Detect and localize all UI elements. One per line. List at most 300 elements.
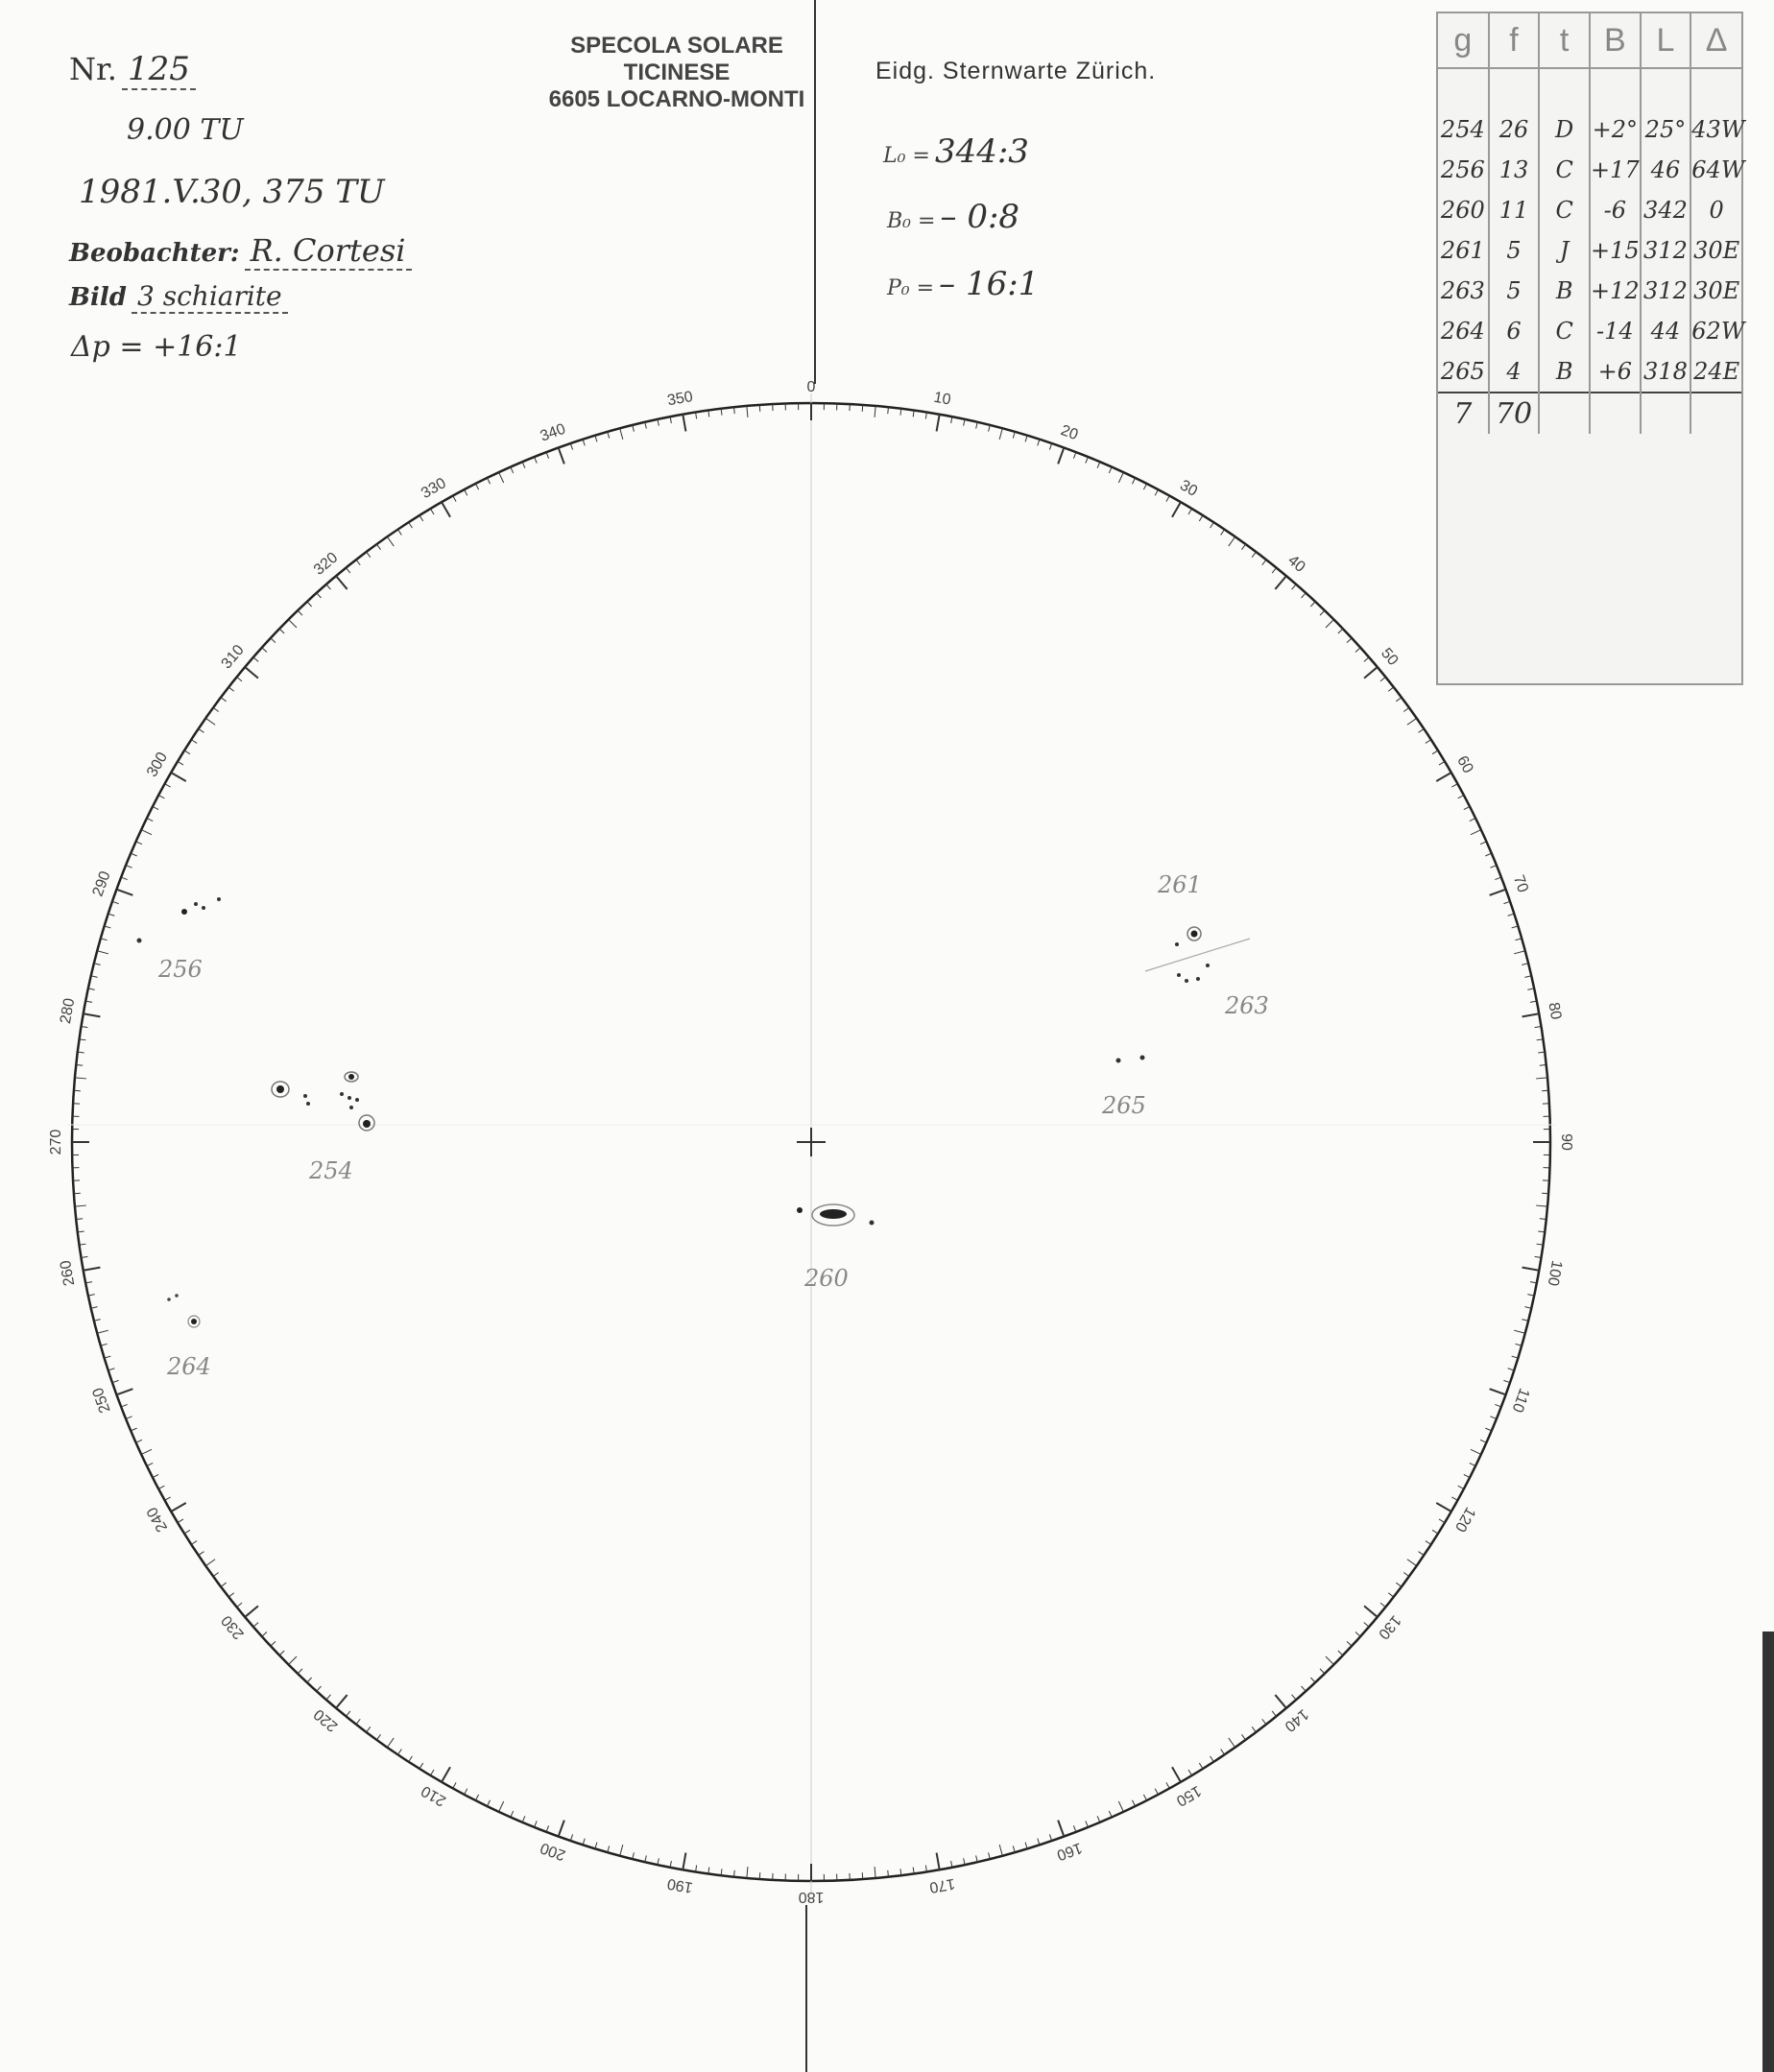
degree-tick [570,1834,572,1841]
group-label-265: 265 [1102,1092,1146,1119]
degree-tick [131,1428,136,1431]
degree-tick [326,584,331,589]
degree-tick [228,1593,234,1597]
cell: 318 [1641,351,1691,393]
degree-tick [1338,629,1343,633]
cell: 312 [1641,230,1691,271]
sunspot [194,902,198,906]
degree-tick [178,761,183,765]
degree-tick [1458,796,1464,798]
image-label: Bild [69,283,127,312]
degree-tick [112,1380,119,1382]
col-header-l: L [1641,13,1691,68]
degree-tick [171,1503,186,1512]
degree-tick [317,593,322,598]
date-value: 1981.V.30, 375 TU [79,173,385,211]
degree-tick [1229,536,1235,546]
degree-tick [1073,1825,1076,1832]
degree-tick [336,576,348,589]
cell: +6 [1590,351,1641,393]
cell: 13 [1489,150,1540,190]
l0-value: 344:3 [934,132,1029,171]
degree-tick [522,1816,525,1822]
degree-tick [307,1678,312,1682]
degree-tick [205,718,215,725]
degree-tick [199,1552,204,1556]
degree-tick [1388,1593,1394,1597]
degree-label: 300 [144,750,172,780]
degree-tick [465,489,467,495]
degree-tick [1396,698,1402,702]
degree-label: 110 [1508,1386,1533,1415]
sunspot [1116,1059,1121,1063]
degree-tick [108,914,115,916]
degree-tick [1199,1763,1203,1769]
cell: C [1539,150,1590,190]
degree-tick [141,1449,152,1454]
degree-tick [165,1497,171,1500]
cell: 0 [1709,197,1724,224]
degree-tick [1464,1474,1470,1477]
degree-tick [1038,440,1040,446]
cell: 24E [1693,358,1740,385]
degree-tick [420,1763,423,1769]
degree-tick [937,1853,940,1870]
sunspot [349,1106,353,1109]
degree-tick [559,1821,564,1837]
sunspot [1185,979,1188,983]
degree-tick [1458,1486,1464,1489]
degree-label: 30 [1177,477,1201,500]
sunspot [870,1221,875,1226]
degree-tick [88,988,95,989]
group-label-263: 263 [1225,992,1269,1019]
degree-tick [108,1369,115,1370]
col-header-f: f [1489,13,1540,68]
degree-tick [1485,1428,1491,1431]
degree-tick [336,1695,348,1708]
degree-tick [1495,877,1501,880]
degree-tick [511,467,514,473]
degree-tick [1211,1756,1214,1762]
group-label-264: 264 [167,1353,211,1380]
degree-label: 100 [1544,1258,1566,1288]
degree-tick [136,1440,142,1442]
degree-tick [97,951,108,954]
degree-tick [1536,1205,1547,1206]
b0-label: B₀ = [887,209,936,233]
observatory-line2: TICINESE [623,60,731,85]
degree-tick [1485,853,1491,856]
degree-tick [88,1295,95,1296]
degree-tick [1097,1816,1100,1822]
degree-tick [253,657,258,662]
degree-tick [245,667,258,679]
degree-tick [1355,648,1360,653]
degree-tick [205,1560,215,1566]
degree-tick [1380,1603,1385,1607]
degree-tick [1514,1330,1525,1333]
degree-tick [546,452,549,459]
degree-tick [683,415,685,432]
degree-tick [1364,1623,1369,1628]
degree-label: 130 [1375,1611,1404,1643]
degree-label: 50 [1378,645,1402,669]
cell: 263 [1438,271,1489,311]
degree-tick [1347,638,1352,643]
degree-tick [356,1719,360,1725]
sunspot [797,1207,803,1213]
degree-tick [1426,1541,1431,1545]
degree-tick [1199,515,1203,521]
degree-tick [1049,443,1051,450]
degree-tick [1326,620,1333,628]
sunspot-group-261 [1157,871,1202,946]
b0-value: – 0:8 [940,198,1020,236]
degree-tick [298,1669,302,1674]
degree-tick [356,560,360,565]
degree-tick [1490,890,1506,895]
degree-tick [1073,452,1076,459]
degree-tick [1272,1711,1276,1716]
cell: 64W [1691,156,1745,183]
degree-label: 80 [1545,1001,1565,1021]
degree-tick [1439,1519,1445,1523]
cell: -6 [1590,190,1641,230]
cell: 254 [1438,109,1489,150]
cell: 43W [1691,116,1745,143]
degree-label: 280 [57,996,79,1026]
degree-tick [658,1858,659,1865]
sunspot-group-254 [272,1072,374,1184]
time-value: 9.00 TU [127,113,244,147]
p0-value: – 16:1 [939,265,1040,303]
degree-tick [442,502,450,517]
degree-label: 160 [1054,1839,1085,1864]
degree-tick [1058,447,1064,464]
degree-tick [409,522,413,528]
degree-tick [184,1530,190,1534]
degree-tick [1527,988,1534,989]
degree-tick [289,1656,297,1664]
degree-tick [1025,1843,1027,1849]
degree-tick [1480,1440,1486,1442]
degree-tick [1480,842,1486,845]
degree-tick [1172,1767,1181,1782]
degree-tick [1527,1295,1534,1296]
group-label-260: 260 [804,1265,849,1292]
degree-tick [1143,484,1146,489]
degree-tick [116,1389,132,1394]
degree-tick [105,926,111,928]
observer-value: R. Cortesi [245,232,412,271]
degree-tick [84,1013,101,1016]
degree-tick [1396,1583,1402,1586]
degree-tick [1188,1770,1192,1775]
degree-tick [387,1738,394,1748]
degree-tick [116,890,132,895]
degree-tick [1436,773,1451,781]
zurich-label: Eidg. Sternwarte Zürich. [875,58,1157,84]
degree-tick [1221,530,1225,536]
cell: +15 [1590,230,1641,271]
degree-tick [153,1474,158,1477]
degree-tick [1326,1656,1333,1664]
sunspot [1177,973,1181,977]
cell: +2° [1590,109,1641,150]
cell: 260 [1438,190,1489,230]
degree-label: 10 [932,389,952,409]
degree-tick [367,552,371,558]
sunspot [1175,942,1179,946]
degree-tick [747,1867,748,1878]
degree-tick [1188,509,1192,514]
degree-tick [1025,436,1027,442]
degree-tick [546,1825,549,1832]
degree-tick [1252,552,1256,558]
sunspot [217,897,221,901]
degree-tick [199,728,204,732]
degree-tick [1470,1463,1475,1465]
degree-tick [1221,1750,1225,1755]
sunspot-group-265 [1101,1056,1146,1120]
sunspot [303,1094,307,1098]
degree-tick [465,1789,467,1795]
degree-tick [1508,1369,1515,1370]
degree-tick [620,1845,623,1856]
cell: 6 [1489,311,1540,351]
degree-tick [1109,467,1112,473]
degree-tick [1302,593,1307,598]
degree-tick [1049,1834,1051,1841]
degree-tick [1211,522,1214,528]
degree-label: 140 [1281,1705,1312,1735]
observer-label: Beobachter: [69,239,240,268]
degree-tick [1470,818,1475,821]
degree-tick [1355,1632,1360,1637]
degree-tick [1512,1356,1519,1358]
col-header-delta: Δ [1690,13,1741,68]
sunspot [306,1102,310,1106]
degree-tick [747,406,748,417]
group-label-254: 254 [309,1157,353,1184]
degree-tick [298,610,302,615]
degree-tick [1403,707,1409,711]
sunspot [348,1074,354,1080]
degree-tick [387,536,394,546]
degree-label: 200 [538,1839,568,1864]
degree-tick [126,1417,132,1419]
cell: 30E [1693,277,1740,304]
degree-tick [262,1632,267,1637]
degree-tick [1132,1800,1135,1806]
cell: 46 [1641,150,1691,190]
degree-tick [105,1356,111,1358]
degree-tick [147,818,153,821]
degree-tick [1155,489,1158,495]
degree-tick [307,602,312,607]
sunspot [363,1120,371,1128]
group-label-256: 256 [158,956,203,983]
cell: 265 [1438,351,1489,393]
cell: 5 [1489,271,1540,311]
degree-tick [1464,806,1470,809]
degree-tick [475,1795,478,1800]
degree-tick [511,1811,514,1817]
degree-label: 190 [665,1874,695,1896]
degree-tick [376,544,380,550]
degree-tick [1272,568,1276,573]
degree-tick [1302,1686,1307,1691]
degree-tick [271,638,276,643]
nr-value: 125 [122,50,196,90]
degree-label: 170 [927,1874,957,1896]
degree-tick [1426,740,1431,744]
degree-tick [1320,610,1325,615]
cell: 26 [1489,109,1540,150]
degree-tick [409,1756,413,1762]
degree-tick [147,1463,153,1465]
sunspot [181,909,187,915]
degree-tick [213,1572,219,1576]
degree-tick [964,419,965,426]
degree-label: 210 [419,1781,449,1809]
degree-tick [126,866,132,869]
degree-tick [1338,1651,1343,1655]
degree-tick [367,1727,371,1732]
cell: 44 [1641,311,1691,351]
degree-tick [228,687,234,691]
degree-tick [1451,1497,1457,1500]
l0-label: L₀ = [883,144,930,168]
degree-tick [453,1782,456,1788]
degree-tick [191,1541,197,1545]
degree-tick [1275,576,1286,589]
degree-tick [1118,472,1123,483]
cell: B [1539,271,1590,311]
degree-tick [499,472,504,483]
degree-tick [570,443,572,450]
degree-tick [1166,496,1169,502]
degree-tick [1388,687,1394,691]
cell: 256 [1438,150,1489,190]
sunspot [1206,964,1210,967]
degree-tick [221,698,227,702]
degree-tick [1508,914,1515,916]
degree-tick [559,447,564,464]
cell: 342 [1641,190,1691,230]
delta-p: Δp = +16:1 [71,330,242,364]
degree-tick [1514,951,1525,954]
degree-tick [583,1839,585,1846]
degree-tick [620,428,623,440]
degree-tick [158,796,164,798]
cell: 261 [1438,230,1489,271]
degree-label: 340 [538,420,568,445]
degree-tick [1512,926,1519,928]
sunspot [355,1098,359,1102]
nr-label: Nr. [69,51,117,87]
degree-tick [1292,584,1297,589]
degree-tick [1172,502,1181,517]
degree-tick [1310,602,1315,607]
degree-tick [430,509,434,514]
degree-tick [397,530,401,536]
degree-tick [1380,677,1385,680]
degree-tick [1432,1530,1438,1534]
col-header-b: B [1590,13,1641,68]
cell: 264 [1438,311,1489,351]
image-value: 3 schiarite [132,280,288,314]
degree-tick [999,428,1002,440]
degree-tick [141,830,152,835]
degree-tick [1132,478,1135,484]
degree-tick [1522,1013,1540,1016]
degree-tick [1241,544,1245,550]
sunspot-group-263 [1145,939,1269,1019]
degree-tick [1451,784,1457,787]
degree-label: 330 [419,475,449,503]
degree-tick [221,1583,227,1586]
degree-tick [1229,1738,1235,1748]
degree-tick [1275,1695,1286,1708]
degree-tick [75,1205,86,1206]
sunspot [340,1092,344,1096]
degree-label: 220 [310,1705,342,1735]
degree-tick [1364,667,1378,679]
cell: 4 [1489,351,1540,393]
degree-tick [178,1519,183,1523]
solar-disk [67,393,1555,1895]
degree-tick [1086,1821,1089,1826]
degree-tick [1109,1811,1112,1817]
degree-label: 90 [1557,1133,1574,1151]
degree-label: 70 [1509,872,1531,895]
degree-tick [595,436,597,442]
cell: +17 [1590,150,1641,190]
total-spots: 70 [1489,393,1540,434]
degree-tick [245,1606,258,1617]
degree-tick [1166,1782,1169,1788]
degree-tick [535,1821,538,1826]
degree-tick [487,1800,490,1806]
degree-tick [1471,830,1481,835]
degree-tick [442,1767,450,1782]
degree-tick [595,1843,597,1849]
degree-tick [317,1686,322,1691]
degree-tick [191,740,197,744]
degree-tick [262,648,267,653]
sunspot [1140,1056,1145,1060]
degree-tick [121,877,128,880]
cell: -14 [1590,311,1641,351]
degree-tick [1503,1380,1510,1382]
cell: 11 [1489,190,1540,230]
degree-tick [1347,1641,1352,1646]
sunspot [348,1096,351,1100]
degree-tick [1310,1678,1315,1682]
sunspot [1191,931,1198,938]
degree-tick [683,1853,685,1870]
degree-label: 260 [57,1258,79,1288]
group-label-261: 261 [1158,871,1202,898]
degree-label: 320 [310,549,342,579]
sunspot-group-264 [166,1294,211,1380]
degree-tick [430,1770,434,1775]
group-separator-line [1145,939,1250,971]
degree-tick [1490,1417,1496,1419]
degree-tick [271,1641,276,1646]
